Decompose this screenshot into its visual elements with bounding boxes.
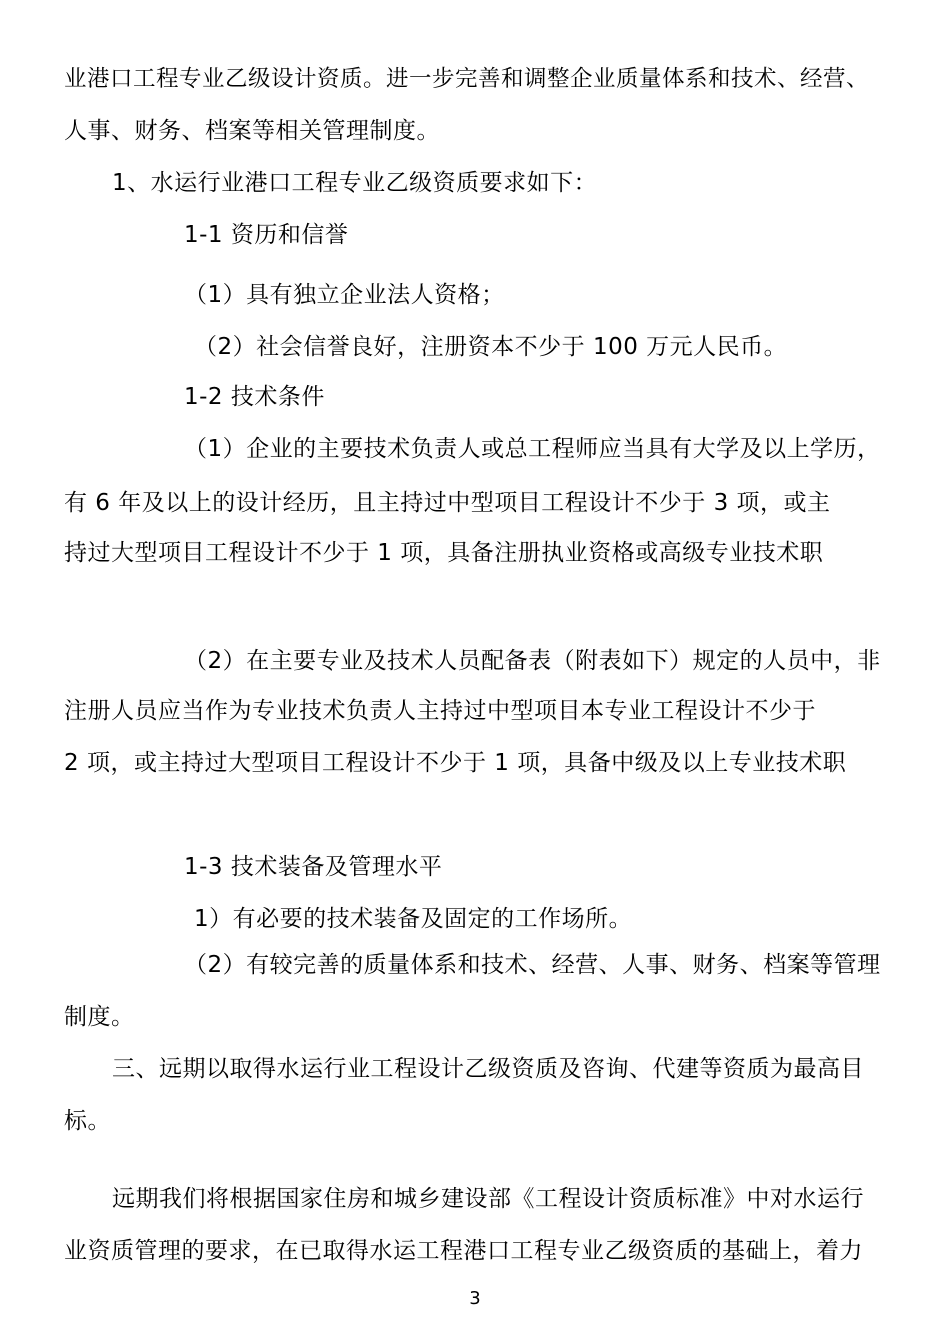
text-line-1: 业港口工程专业乙级设计资质。进一步完善和调整企业质量体系和技术、经营、 bbox=[64, 66, 870, 92]
text-line-12: 注册人员应当作为专业技术负责人主持过中型项目本专业工程设计不少于 bbox=[64, 698, 816, 724]
text-line-8: （1）企业的主要技术负责人或总工程师应当具有大学及以上学历， bbox=[184, 436, 881, 462]
text-line-5: （1）具有独立企业法人资格； bbox=[184, 282, 505, 308]
page-number: 3 bbox=[469, 1288, 481, 1309]
text-line-11: （2）在主要专业及技术人员配备表（附表如下）规定的人员中，非 bbox=[184, 648, 881, 674]
subheading-1-1: 1-1 资历和信誉 bbox=[184, 222, 349, 248]
text-line-21: 业资质管理的要求，在已取得水运工程港口工程专业乙级资质的基础上，着力 bbox=[64, 1238, 863, 1264]
text-line-9: 有 6 年及以上的设计经历，且主持过中型项目工程设计不少于 3 项，或主 bbox=[64, 490, 831, 516]
subheading-1-3: 1-3 技术装备及管理水平 bbox=[184, 854, 443, 880]
text-line-6: （2）社会信誉良好，注册资本不少于 100 万元人民币。 bbox=[194, 334, 788, 360]
subheading-1-2: 1-2 技术条件 bbox=[184, 384, 325, 410]
section-heading-3: 三、远期以取得水运行业工程设计乙级资质及咨询、代建等资质为最高目 bbox=[112, 1056, 864, 1082]
text-line-10: 持过大型项目工程设计不少于 1 项，具备注册执业资格或高级专业技术职 bbox=[64, 540, 824, 566]
text-line-15: 1）有必要的技术装备及固定的工作场所。 bbox=[194, 906, 633, 932]
text-line-17: 制度。 bbox=[64, 1004, 135, 1030]
text-line-16: （2）有较完善的质量体系和技术、经营、人事、财务、档案等管理 bbox=[184, 952, 881, 978]
text-line-13: 2 项，或主持过大型项目工程设计不少于 1 项，具备中级及以上专业技术职 bbox=[64, 750, 847, 776]
section-heading-1: 1、水运行业港口工程专业乙级资质要求如下： bbox=[112, 170, 598, 196]
text-line-2: 人事、财务、档案等相关管理制度。 bbox=[64, 118, 440, 144]
text-line-20: 远期我们将根据国家住房和城乡建设部《工程设计资质标准》中对水运行 bbox=[112, 1186, 864, 1212]
text-line-19: 标。 bbox=[64, 1108, 111, 1134]
